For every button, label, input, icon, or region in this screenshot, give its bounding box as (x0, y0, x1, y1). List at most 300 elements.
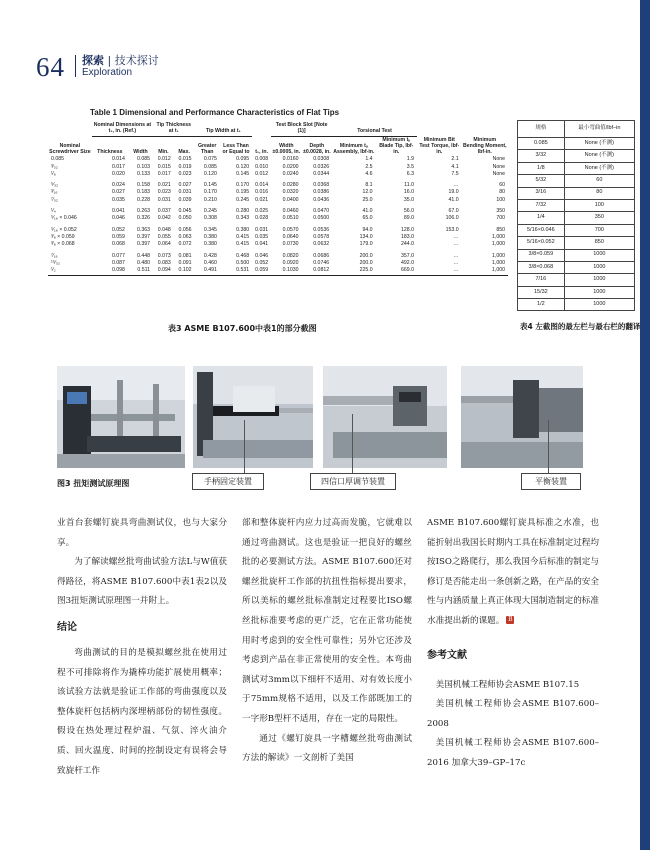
table-row (48, 178, 508, 190)
table-row (48, 216, 508, 223)
table1 (48, 122, 508, 276)
table-cell: None (492, 170, 505, 177)
table-cell: 134.0 (359, 234, 373, 241)
table-cell: 0.021 (255, 196, 269, 203)
table-cell: None (492, 163, 505, 170)
table-cell: 200.0 (359, 259, 373, 266)
table-cell: 0.0578 (313, 234, 330, 241)
table-cell: 1000 (564, 261, 634, 273)
table-cell: 94.0 (362, 226, 373, 233)
table-cell: 357.0 (401, 252, 414, 259)
table-cell: 0.025 (255, 208, 269, 215)
table-cell: 3/32 (518, 150, 565, 162)
th-torsional: Torsional Test (332, 122, 417, 136)
photo-torque-tester (57, 366, 185, 468)
table-cell: ⁵⁄₃₂ (51, 182, 59, 189)
table-cell: 0.120 (236, 163, 250, 170)
table-cell: 0.415 (236, 234, 250, 241)
table-cell: None (不测) (564, 138, 634, 150)
table-cell: 0.0820 (282, 252, 299, 259)
table-cell: 350 (496, 208, 505, 215)
table-cell: 0.035 (111, 196, 125, 203)
references-list (427, 676, 599, 774)
table-cell: 60 (564, 175, 634, 187)
th-nominal-size: Nominal Screwdriver Size (49, 142, 91, 155)
table-cell: 0.0308 (313, 156, 330, 163)
table-cell: ³⁄₈ × 0.059 (51, 234, 75, 241)
table-cell: 0.0686 (313, 252, 330, 259)
table1-title: Table 1 Dimensional and Performance Characteristics of Flat Tips (90, 108, 340, 117)
header-divider (75, 55, 76, 77)
table-cell: 80 (564, 187, 634, 199)
table-cell: 0.031 (255, 226, 269, 233)
table-cell: 225.0 (332, 268, 375, 276)
table-cell: 1,000 (492, 252, 505, 259)
table-cell: 0.015 (178, 156, 192, 163)
table-cell: 0.308 (203, 215, 217, 222)
table-row (48, 204, 508, 216)
table-row (48, 223, 508, 235)
table-cell: 0.017 (157, 170, 171, 177)
table-cell: 0.031 (157, 196, 171, 203)
table-cell: 0.0536 (313, 226, 330, 233)
table-cell: 0.083 (157, 259, 171, 266)
table-cell: 106.0 (445, 215, 459, 222)
table-cell: 0.056 (178, 226, 192, 233)
th-tip-width: Tip Width at t₁ (195, 122, 253, 136)
table-cell: 0.158 (137, 182, 151, 189)
table-cell: 0.210 (203, 196, 217, 203)
table-cell: 6.3 (406, 170, 414, 177)
table-row (518, 150, 635, 162)
table-cell: 0.010 (255, 163, 269, 170)
table-cell: 0.027 (178, 182, 192, 189)
section-title-en: Exploration (82, 67, 133, 78)
table-cell: 0.480 (137, 259, 151, 266)
reference-item: 美国机械工程师协会ASME B107.15 (435, 679, 580, 690)
reference-item: 美国机械工程师协会ASME B107.600–2016 加拿大39–GP–17c (427, 738, 599, 768)
th-min: Min. (158, 148, 169, 155)
table-cell: 244.0 (401, 241, 414, 248)
table-cell: 0.245 (236, 196, 250, 203)
table-cell: 850 (496, 226, 505, 233)
table-row (48, 242, 508, 249)
table-row (518, 286, 635, 298)
table-row (518, 274, 635, 286)
table-cell: 0.041 (255, 241, 269, 248)
table-cell: 0.102 (174, 268, 195, 276)
table-cell: 0.345 (203, 226, 217, 233)
table-cell: ⁵⁄₁₆ × 0.046 (51, 215, 77, 222)
table-cell: 0.0160 (282, 156, 299, 163)
table-cell: 1000 (564, 249, 634, 261)
table-cell: 0.059 (111, 234, 125, 241)
table-cell: 25.0 (362, 196, 373, 203)
table-cell: 0.012 (255, 170, 269, 177)
table-row (48, 157, 508, 164)
table-cell: 1.4 (365, 156, 373, 163)
table-cell: … (453, 182, 459, 189)
th-nominal-dims: Nominal Dimensions at t₁, in. (Ref.) (92, 122, 153, 136)
reference-item: 美国机械工程师协会ASME B107.600–2008 (427, 699, 599, 729)
table3-caption: 表3 ASME B107.600中表1的部分截图 (168, 324, 317, 333)
table-cell: 700 (496, 215, 505, 222)
table-cell: 1,000 (492, 241, 505, 248)
table-cell: … (453, 252, 459, 259)
table-cell: 11.0 (404, 182, 414, 189)
table-cell: ³⁄₃₂ (51, 163, 58, 170)
table-cell: 67.0 (448, 208, 459, 215)
table-cell: 0.145 (236, 170, 250, 177)
table-cell: 1/2 (518, 299, 565, 311)
body-paragraph: 弯曲测试的目的是模拟螺丝批在使用过程不可排除将作为撬棒功能扩展使用概率；该试验方法就是验证工作部的弯曲强度以及整体旋杆包括柄内深埋柄部份的韧性强度。假设在热处理过程炉温、气氛、淬火油介质、回火温度、时间的控制设定有误将会导致旋杆工作 (57, 647, 227, 776)
table-cell: 0.012 (157, 156, 171, 163)
table-cell: 0.228 (137, 196, 151, 203)
table-cell: None (不测) (564, 150, 634, 162)
table-cell: 0.0436 (313, 196, 330, 203)
table-cell: 0.491 (195, 268, 220, 276)
table-cell: 0.0640 (282, 234, 299, 241)
table-cell: 0.052 (111, 226, 125, 233)
table-cell: 0.055 (157, 234, 171, 241)
table-cell: 0.0200 (282, 163, 299, 170)
table-cell: 19.0 (448, 189, 459, 196)
body-text: ASME B107.600螺钉旋具标准之水准，也能折射出我国长时期内工具在标准制定过程均按ISO之路爬行，那么我国今后标准的制定与修订是否能走出一条创新之路，在产品的安全性与内涵质量上真正体现大国制造制定的标准水准提出新的课题。 (427, 518, 599, 626)
table-row (518, 237, 635, 249)
table-cell: 0.008 (255, 156, 269, 163)
table-cell: 0.0730 (282, 241, 299, 248)
table-cell: 0.017 (111, 163, 125, 170)
table-cell: 0.0632 (313, 241, 330, 248)
table-cell: 0.0460 (282, 208, 299, 215)
section-subtitle: 技术探讨 (114, 54, 159, 67)
table-cell: 0.0280 (282, 182, 299, 189)
table-cell: 0.045 (178, 208, 192, 215)
table-cell: 5/16×0.046 (518, 224, 565, 236)
table-cell: 0.415 (236, 241, 250, 248)
th-thickness: Thickness (97, 148, 123, 155)
table-cell: 15/32 (518, 286, 565, 298)
table-cell: 0.145 (203, 182, 217, 189)
table-cell: … (453, 259, 459, 266)
table-cell: 0.0812 (302, 268, 333, 276)
body-column-1 (57, 514, 227, 781)
table-cell: 35.0 (403, 196, 414, 203)
body-column-3 (427, 514, 599, 774)
table-cell: 41.0 (362, 208, 373, 215)
table-cell: 0.072 (178, 241, 192, 248)
table-cell: 0.039 (178, 196, 192, 203)
table-cell: 0.048 (157, 226, 171, 233)
table-cell: ¹⁵⁄₃₂ (51, 259, 60, 266)
table-cell: 0.014 (255, 182, 269, 189)
table-row (518, 299, 635, 311)
table-cell: 0.343 (236, 215, 250, 222)
table-cell: 0.095 (236, 156, 250, 163)
table-cell: 0.397 (137, 241, 151, 248)
table-row (48, 197, 508, 204)
th-bending: Minimum Bending Moment, lbf-in. (463, 136, 507, 155)
body-paragraph: 部和整体旋杆内应力过高而发脆，它就难以通过弯曲测试。这也是验证一把良好的螺丝批的必要测试方法。ASME B107.600还对螺丝批旋杆工作部的抗扭性指标提出要求，所以美标的螺丝批标准制定过程要比ISO螺丝批标准要考虑的更广泛，它在正常功能使用时考虑到的安全性可靠性；另外它还涉及考虑到产品在非正常使用的安全性。本弯曲测试对3mm以下细杆不适用、对有效长度小于75mm规格不适用，以及工作部既加工的一字形B型杆不适用，存在一定的局限性。 (242, 518, 412, 724)
table-cell: 0.380 (203, 241, 217, 248)
t4-header-spec: 规格 (518, 121, 565, 138)
body-paragraph (427, 514, 599, 632)
th-slot-width: Width ±0.0005, in. (272, 142, 301, 155)
table-cell: 7/16 (518, 274, 565, 286)
table-cell: 8.1 (365, 182, 373, 189)
table-cell: 0.015 (157, 163, 171, 170)
table-cell: 60 (499, 182, 505, 189)
table-cell: 0.460 (203, 259, 217, 266)
table-cell: 0.0368 (313, 182, 330, 189)
table-cell: 700 (564, 224, 634, 236)
table-cell: 0.098 (92, 268, 128, 276)
table-cell: 89.0 (403, 215, 414, 222)
table-cell: 669.0 (376, 268, 417, 276)
table-cell: 0.023 (178, 170, 192, 177)
table-cell: 1000 (564, 274, 634, 286)
table-row (518, 261, 635, 273)
table-cell: 1/4 (518, 212, 565, 224)
table-cell: ³⁄₁₆ (51, 189, 58, 196)
table-cell: 128.0 (401, 226, 414, 233)
th-tip-thickness: Tip Thickness at t₁ (153, 122, 194, 136)
table-cell: 0.016 (255, 189, 269, 196)
th-max: Max. (178, 148, 190, 155)
table-cell: 0.428 (203, 252, 217, 259)
table-cell: 7.5 (451, 170, 459, 177)
table-cell: 0.397 (137, 234, 151, 241)
table-cell: 0.0320 (282, 189, 299, 196)
table-cell: 0.041 (111, 208, 125, 215)
table-cell: 0.081 (178, 252, 192, 259)
table-cell: 0.0510 (282, 215, 299, 222)
table-cell: None (不测) (564, 162, 634, 174)
table-cell: 0.087 (111, 259, 125, 266)
table-cell: 0.363 (137, 226, 151, 233)
table-cell: 0.028 (255, 215, 269, 222)
table-cell: 0.085 (137, 156, 151, 163)
table-cell: 850 (564, 237, 634, 249)
th-width: Width (133, 148, 148, 155)
table-cell: 0.064 (157, 241, 171, 248)
table-cell: 0.046 (255, 252, 269, 259)
table-cell: None (492, 156, 505, 163)
table-row (48, 249, 508, 261)
table-cell: 5/16×0.052 (518, 237, 565, 249)
table-cell: 1.9 (406, 156, 414, 163)
table-cell: 1/8 (518, 162, 565, 174)
table-cell: 2.5 (365, 163, 373, 170)
table-cell: 0.021 (157, 182, 171, 189)
table-cell: 0.280 (236, 208, 250, 215)
table-cell: 0.0400 (282, 196, 299, 203)
table-cell: 179.0 (359, 241, 373, 248)
table-cell: 0.511 (128, 268, 153, 276)
table-cell: 3/16 (518, 187, 565, 199)
body-paragraph: 业首台套螺钉旋具弯曲测试仪，也与大家分享。 (57, 518, 227, 548)
table-cell: 1000 (564, 299, 634, 311)
table-row (518, 212, 635, 224)
table-cell: 1,000 (492, 234, 505, 241)
table-cell: 183.0 (401, 234, 414, 241)
table-cell: 0.195 (236, 189, 250, 196)
table-cell: 16.0 (403, 189, 414, 196)
table-cell: 0.245 (203, 208, 217, 215)
leader-line-balance (548, 420, 549, 473)
table-cell: 0.468 (236, 252, 250, 259)
table-cell: 0.027 (111, 189, 125, 196)
table-cell: 350 (564, 212, 634, 224)
end-mark-icon: B (508, 616, 513, 624)
sidebar-accent-bar (640, 0, 650, 850)
table-cell: 0.0746 (313, 259, 330, 266)
table-cell: 0.075 (203, 156, 217, 163)
table-cell: 56.0 (403, 208, 414, 215)
table-cell: 0.077 (111, 252, 125, 259)
figure3-caption: 图3 扭矩测试原理图 (57, 479, 130, 488)
table-cell: 0.020 (111, 170, 125, 177)
leader-line-handle (244, 420, 245, 473)
table-cell: ⁷⁄₃₂ (51, 196, 58, 203)
photo-slot-adjuster (323, 366, 447, 468)
table-cell: 0.326 (137, 215, 151, 222)
table-cell: 80 (499, 189, 505, 196)
th-t1: t₁, in. (255, 148, 269, 155)
table-cell: 100 (564, 199, 634, 211)
table-cell: 0.120 (203, 170, 217, 177)
table-cell: 0.0344 (313, 170, 330, 177)
table-cell: 5/32 (518, 175, 565, 187)
table-cell: 0.133 (137, 170, 151, 177)
table-cell: 1,000 (462, 268, 508, 276)
table-cell: 0.091 (178, 259, 192, 266)
th-tors-blade: Minimum tᵤ Blade Tip, lbf-in. (379, 136, 414, 155)
table-cell: 492.0 (401, 259, 414, 266)
page-number: 64 (36, 52, 65, 82)
table-cell: 1000 (564, 286, 634, 298)
table-cell: 65.0 (362, 215, 373, 222)
table-cell: 12.0 (362, 189, 373, 196)
table-row (518, 224, 635, 236)
section-title: 探索 | 技术探讨 (82, 54, 159, 67)
table-row (518, 249, 635, 261)
table-cell: 0.073 (157, 252, 171, 259)
table-cell: 3/8×0.059 (518, 249, 565, 261)
table-cell: ¹⁄₄ (51, 208, 56, 215)
table-cell: … (417, 268, 462, 276)
photo-balance-device (461, 366, 583, 468)
table-cell: ⁷⁄₁₆ (51, 252, 58, 259)
table-cell: 0.085 (203, 163, 217, 170)
table-cell: 0.0570 (282, 226, 299, 233)
table-cell: 4.6 (365, 170, 373, 177)
table-cell: 0.103 (137, 163, 151, 170)
table-cell: 0.023 (157, 189, 171, 196)
table-cell: 0.263 (137, 208, 151, 215)
conclusion-heading: 结论 (57, 621, 77, 633)
table-cell: … (453, 241, 459, 248)
table-cell: 0.024 (111, 182, 125, 189)
table-cell: 0.085 (51, 156, 64, 163)
table-cell: 0.0240 (282, 170, 299, 177)
table-cell: 0.183 (137, 189, 151, 196)
table-row (518, 138, 635, 150)
label-handle-fixture: 手柄固定装置 (192, 473, 264, 490)
th-less: Less Than or Equal to (222, 142, 250, 155)
table-cell: 0.0920 (282, 259, 299, 266)
table-cell: 0.170 (236, 182, 250, 189)
table-cell: 200.0 (359, 252, 373, 259)
table-cell: 0.046 (111, 215, 125, 222)
table-cell: 0.500 (236, 259, 250, 266)
table-cell: 0.019 (178, 163, 192, 170)
table-cell: 0.037 (157, 208, 171, 215)
table-cell: 0.0500 (313, 215, 330, 222)
body-paragraph: 为了解读螺丝批弯曲试验方法L与W值获得路径，将ASME B107.600中表1表2以及图3扭矩测试原理图一并附上。 (57, 557, 227, 607)
table4 (517, 120, 635, 311)
table-cell: ¹⁄₈ (51, 170, 56, 177)
table-cell: 0.059 (252, 268, 271, 276)
references-heading: 参考文献 (427, 649, 467, 661)
body-column-2 (242, 514, 412, 769)
table-cell: 2.1 (451, 156, 459, 163)
table-cell: 100 (496, 196, 505, 203)
th-tors-assembly: Minimum tᵤ Assembly, lbf-in. (333, 142, 375, 155)
table-cell: 0.531 (220, 268, 252, 276)
t4-header-min-bending: 最小弯曲值/lbf–in (564, 121, 634, 138)
table-cell: 0.085 (518, 138, 565, 150)
table-cell: 3.5 (406, 163, 414, 170)
table-cell: 0.0470 (313, 208, 330, 215)
th-greater: Greater Than (197, 142, 217, 155)
table-row (518, 187, 635, 199)
label-balance-device: 平衡装置 (521, 473, 581, 490)
table-cell: 0.063 (178, 234, 192, 241)
table-cell: 0.035 (255, 234, 269, 241)
table-cell: 3/8×0.068 (518, 261, 565, 273)
th-bit-test: Minimum Bit Test Torque, lbf-in. (419, 136, 460, 155)
table-cell: 0.0326 (313, 163, 330, 170)
table-cell: 0.380 (236, 226, 250, 233)
table-cell: 0.170 (203, 189, 217, 196)
table-cell: 7/32 (518, 199, 565, 211)
table-cell: 0.094 (153, 268, 174, 276)
table-cell: … (453, 234, 459, 241)
table-row (518, 199, 635, 211)
table-cell: 41.0 (448, 196, 459, 203)
table-row (48, 268, 508, 276)
table-cell: ¹⁄₂ (48, 268, 92, 276)
table-row (48, 190, 508, 197)
table-row (518, 175, 635, 187)
table-cell: 153.0 (445, 226, 459, 233)
table-cell: ³⁄₈ × 0.068 (51, 241, 75, 248)
label-slot-adjuster: 四信口厚调节装置 (310, 473, 396, 490)
table-cell: 0.014 (111, 156, 125, 163)
table-cell: 0.380 (203, 234, 217, 241)
table-cell: ⁵⁄₁₆ × 0.052 (51, 226, 77, 233)
table-cell: 0.448 (137, 252, 151, 259)
table-cell: 0.050 (178, 215, 192, 222)
table-cell: 0.068 (111, 241, 125, 248)
section-title-cn: 探索 (82, 54, 104, 67)
table-cell: 1,000 (492, 259, 505, 266)
table-cell: 0.042 (157, 215, 171, 222)
table-cell: 4.1 (451, 163, 459, 170)
th-slot-depth: Depth ±0.0028, in. (303, 142, 331, 155)
table4-caption: 表4 左截图的最左栏与最右栏的翻译 (520, 322, 641, 331)
